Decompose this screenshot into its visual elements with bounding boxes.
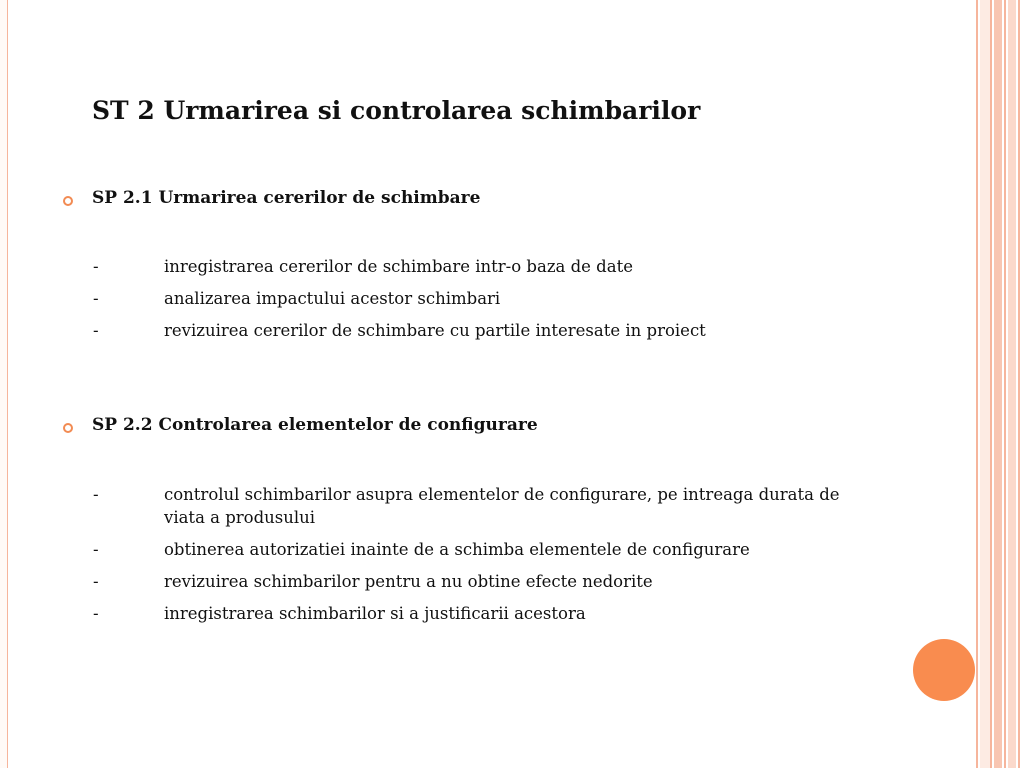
dash-marker: -: [93, 257, 99, 276]
list-item-text: revizuirea schimbarilor pentru a nu obtine efecte nedorite: [164, 572, 653, 591]
decorative-orange-circle: [913, 639, 975, 701]
item-list: [0, 483, 900, 634]
list-item: [0, 602, 900, 625]
list-item: [0, 483, 900, 529]
dash-marker: -: [93, 485, 99, 504]
list-item-text: inregistrarea schimbarilor si a justificarii acestora: [164, 604, 586, 623]
stripe: [994, 0, 1002, 768]
dash-marker: -: [93, 604, 99, 623]
list-item-text: analizarea impactului acestor schimbari: [164, 289, 501, 308]
item-list: [0, 255, 900, 351]
list-item: [0, 570, 900, 593]
list-item-text: inregistrarea cererilor de schimbare intr-o baza de date: [164, 257, 633, 276]
section-heading: SP 2.1 Urmarirea cererilor de schimbare: [92, 188, 481, 208]
stripe: [1004, 0, 1006, 768]
list-item: [0, 319, 900, 342]
circle-bullet-icon: [63, 423, 73, 433]
list-item-text: revizuirea cererilor de schimbare cu partile interesate in proiect: [164, 321, 706, 340]
list-item: [0, 287, 900, 310]
circle-bullet-icon: [63, 196, 73, 206]
stripe: [976, 0, 978, 768]
dash-marker: -: [93, 321, 99, 340]
stripe: [990, 0, 992, 768]
list-item: [0, 538, 900, 561]
section-heading: SP 2.2 Controlarea elementelor de configurare: [92, 415, 538, 435]
list-item-text: controlul schimbarilor asupra elementelor de configurare, pe intreaga durata de viata a produsului: [164, 485, 840, 527]
dash-marker: -: [93, 540, 99, 559]
left-border-decoration: [0, 0, 8, 768]
dash-marker: -: [93, 289, 99, 308]
right-stripes-decoration: [976, 0, 1024, 768]
slide-title: ST 2 Urmarirea si controlarea schimbarilor: [92, 96, 701, 125]
stripe: [980, 0, 990, 768]
list-item-text: obtinerea autorizatiei inainte de a schimba elementele de configurare: [164, 540, 750, 559]
stripe: [1018, 0, 1020, 768]
list-item: [0, 255, 900, 278]
dash-marker: -: [93, 572, 99, 591]
stripe: [1008, 0, 1016, 768]
